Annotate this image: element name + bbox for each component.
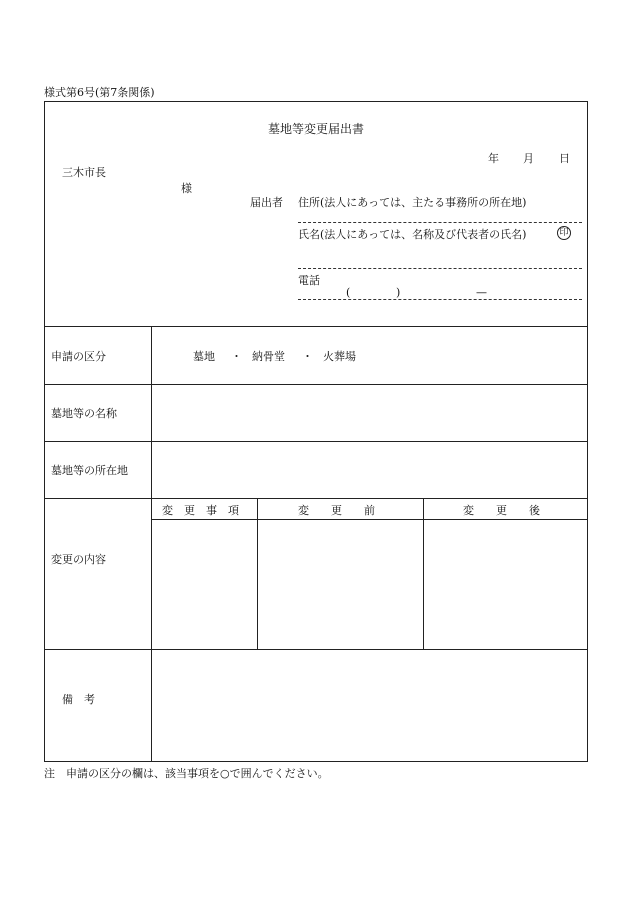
facility-location-label: 墓地等の所在地 [51,464,128,477]
change-header-before: 変 更 前 [298,504,375,517]
date-year-label: 年 [488,152,499,165]
row-divider-change [44,649,588,650]
phone-label: 電話 [298,274,320,287]
address-label: 住所(法人にあっては、主たる事務所の所在地) [298,196,527,209]
phone-paren-close: ) [396,286,401,299]
label-column-divider [151,326,152,762]
category-option-cemetery: 墓地 [193,350,215,363]
form-title: 墓地等変更届出書 [268,122,365,136]
address-line [298,222,582,223]
form-number: 様式第6号(第7条関係) [44,86,155,99]
remarks-label: 備 考 [62,693,95,706]
applicant-label: 届出者 [250,196,283,209]
category-separator-2: ・ [302,350,313,363]
name-line [298,268,582,269]
change-header-after: 変 更 後 [463,504,540,517]
row-divider-location [44,498,588,499]
category-label: 申請の区分 [51,350,106,363]
seal-icon: 印 [557,226,571,240]
addressee-honorific: 様 [181,182,192,195]
row-divider-header [44,326,588,327]
category-option-ossuary: 納骨堂 [252,350,285,363]
change-col-divider-2 [423,498,424,649]
change-header-item: 変 更 事 項 [162,504,239,517]
category-separator-1: ・ [231,350,242,363]
change-header-divider [151,519,588,520]
date-day-label: 日 [559,152,570,165]
phone-line [298,299,582,300]
facility-name-label: 墓地等の名称 [51,407,117,420]
date-month-label: 月 [523,152,534,165]
addressee-name: 三木市長 [62,166,106,179]
phone-paren-open: ( [346,286,351,299]
row-divider-category [44,384,588,385]
change-col-divider-1 [257,498,258,649]
name-label: 氏名(法人にあっては、名称及び代表者の氏名) [298,228,527,241]
footnote: 注 申請の区分の欄は、該当事項を○で囲んでください。 [44,767,329,780]
change-content-label: 変更の内容 [51,553,106,566]
row-divider-name [44,441,588,442]
phone-dash: — [476,286,487,299]
category-option-crematorium: 火葬場 [323,350,356,363]
